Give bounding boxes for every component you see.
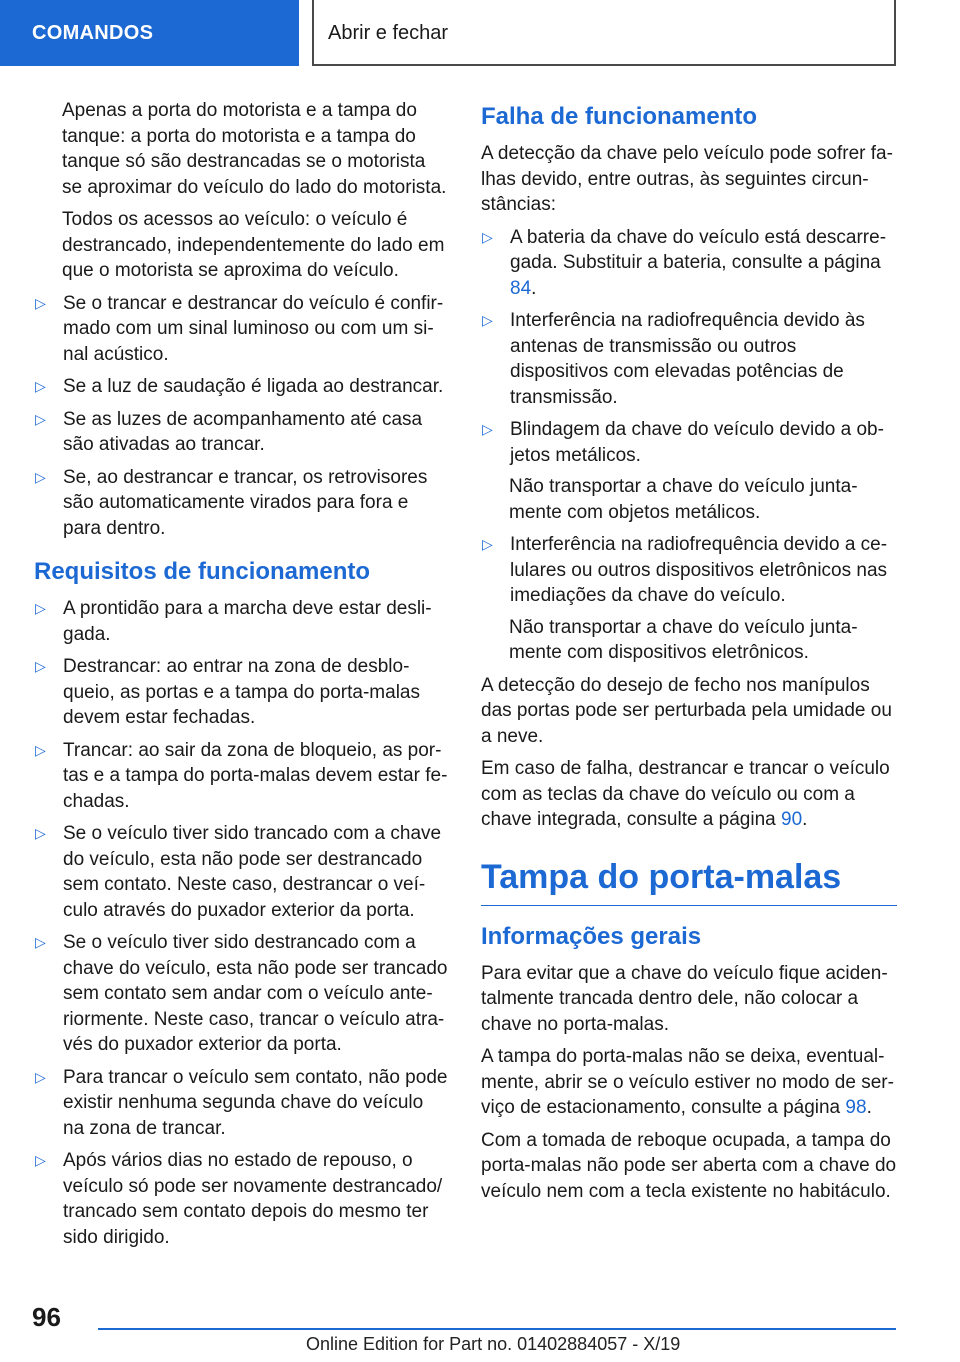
paragraph-parking-mode: A tampa do porta-malas não se deixa, eventualmente, abrir se o veículo estiver no modo de serviço de estacionamento, consulte a página 98. [481, 1046, 894, 1118]
bullet-triangle-icon: ▷ [35, 600, 46, 616]
bullet-triangle-icon: ▷ [35, 1152, 46, 1168]
paragraph-tow-socket: Com a tomada de reboque ocupada, a tampa do porta-malas não pode ser aberta com a chave do veículo nem com a tecla existente no habitáculo. [481, 1129, 897, 1202]
bullet-triangle-icon: ▷ [35, 825, 46, 841]
chapter-title: Abrir e fechar [312, 0, 896, 66]
list-item: ▷ Trancar: ao sair da zona de bloqueio, as portas e a tampa do porta-malas devem estar fechadas. [34, 738, 448, 815]
list-item: ▷ Interferência na radiofrequência devido a celulares ou outros dispositivos eletrônicos nas imediações da chave do veículo. [481, 532, 897, 609]
heading-requirements: Requisitos de funcionamento [34, 558, 371, 585]
bullet-triangle-icon: ▷ [35, 294, 46, 311]
bullet-triangle-icon: ▷ [35, 410, 46, 427]
list-item: ▷ Se a luz de saudação é ligada ao destrancar. [34, 374, 448, 400]
page-link-98[interactable]: 98 [845, 1097, 867, 1118]
paragraph-detection-intro: A detecção da chave pelo veículo pode sofrer falhas devido, entre outras, às seguintes circunstâncias: [481, 143, 893, 215]
bullet-triangle-icon: ▷ [35, 468, 46, 485]
heading-trunk-lid: Tampa do porta-malas [481, 855, 897, 906]
bullet-triangle-icon: ▷ [35, 1068, 46, 1085]
list-item: ▷ Se o veículo tiver sido trancado com a chave do veículo, esta não pode ser destrancado sem contato. Neste caso, destrancar o veículo através do puxador exterior da porta. [34, 821, 448, 923]
bullet-triangle-icon: ▷ [35, 378, 46, 394]
paragraph-door-handles: A detecção do desejo de fecho nos manípulos das portas pode ser perturbada pela umidade ou a neve. [481, 674, 892, 747]
right-column [481, 98, 897, 1211]
list-item: ▷ Blindagem da chave do veículo devido a objetos metálicos. [481, 417, 897, 468]
bullet-triangle-icon: ▷ [482, 421, 493, 437]
bullet-triangle-icon: ▷ [35, 741, 46, 758]
left-column [34, 98, 448, 1257]
list-item: ▷ Interferência na radiofrequência devido às antenas de transmissão ou outros dispositivos com elevadas potências de transmissão. [481, 308, 897, 410]
list-item: ▷ A prontidão para a marcha deve estar desligada. [34, 596, 448, 647]
list-item: ▷ Após vários dias no estado de repouso, o veículo só pode ser novamente destrancado/ trancado sem contato depois do mesmo ter sido dirigido. [34, 1148, 448, 1250]
page-link-90[interactable]: 90 [781, 809, 803, 830]
list-item: ▷ Se as luzes de acompanhamento até casa são ativadas ao trancar. [34, 407, 448, 458]
list-item: ▷ Se o trancar e destrancar do veículo é confirmado com um sinal luminoso ou com um sinal acústico. [34, 291, 448, 368]
paragraph-key-trunk: Para evitar que a chave do veículo fique acidentalmente trancada dentro dele, não colocar a chave no porta-malas. [481, 962, 888, 1035]
footer-edition: Online Edition for Part no. 01402884057 - X/19 [306, 1334, 681, 1354]
page-header [0, 0, 960, 68]
list-item: ▷ A bateria da chave do veículo está descarregada. Substituir a bateria, consulte a página 84. [481, 225, 897, 302]
paragraph-failure: Em caso de falha, destrancar e trancar o veículo com as teclas da chave do veículo ou com a chave integrada, consulte a página 90. [481, 758, 890, 830]
page-link-84[interactable]: 84 [510, 277, 532, 299]
list-item: ▷ Destrancar: ao entrar na zona de desbloqueio, as portas e a tampa do porta-malas devem estar fechadas. [34, 654, 448, 731]
list-item: ▷ Se o veículo tiver sido destrancado com a chave do veículo, esta não pode ser trancado sem contato sem andar com o veículo anteriormente. Neste caso, trancar o veículo através do puxador exterior da porta. [34, 930, 448, 1058]
section-tab: COMANDOS [0, 0, 299, 66]
heading-general-info: Informações gerais [481, 922, 702, 950]
sub-paragraph: Não transportar a chave do veículo juntamente com dispositivos eletrônicos. [509, 616, 858, 663]
page-number: 96 [32, 1302, 61, 1332]
bullet-triangle-icon: ▷ [35, 658, 46, 674]
paragraph-driver-door: Apenas a porta do motorista e a tampa do tanque: a porta do motorista e a tampa do tanque só são destrancadas se o motorista se aproximar do veículo do lado do motorista. [62, 100, 447, 198]
list-item: ▷ Se, ao destrancar e trancar, os retrovisores são automaticamente virados para fora e para dentro. [34, 465, 448, 542]
paragraph-all-access: Todos os acessos ao veículo: o veículo é destrancado, independentemente do lado em que o motorista se aproxima do veículo. [62, 209, 445, 281]
heading-malfunction: Falha de funcionamento [481, 103, 758, 130]
bullet-triangle-icon: ▷ [482, 536, 493, 552]
sub-paragraph: Não transportar a chave do veículo juntamente com objetos metálicos. [509, 476, 858, 523]
bullet-triangle-icon: ▷ [482, 228, 493, 245]
list-item: ▷ Para trancar o veículo sem contato, não pode existir nenhuma segunda chave do veículo na zona de trancar. [34, 1065, 448, 1142]
bullet-triangle-icon: ▷ [482, 312, 493, 328]
footer-divider [98, 1328, 896, 1330]
bullet-triangle-icon: ▷ [35, 934, 46, 950]
